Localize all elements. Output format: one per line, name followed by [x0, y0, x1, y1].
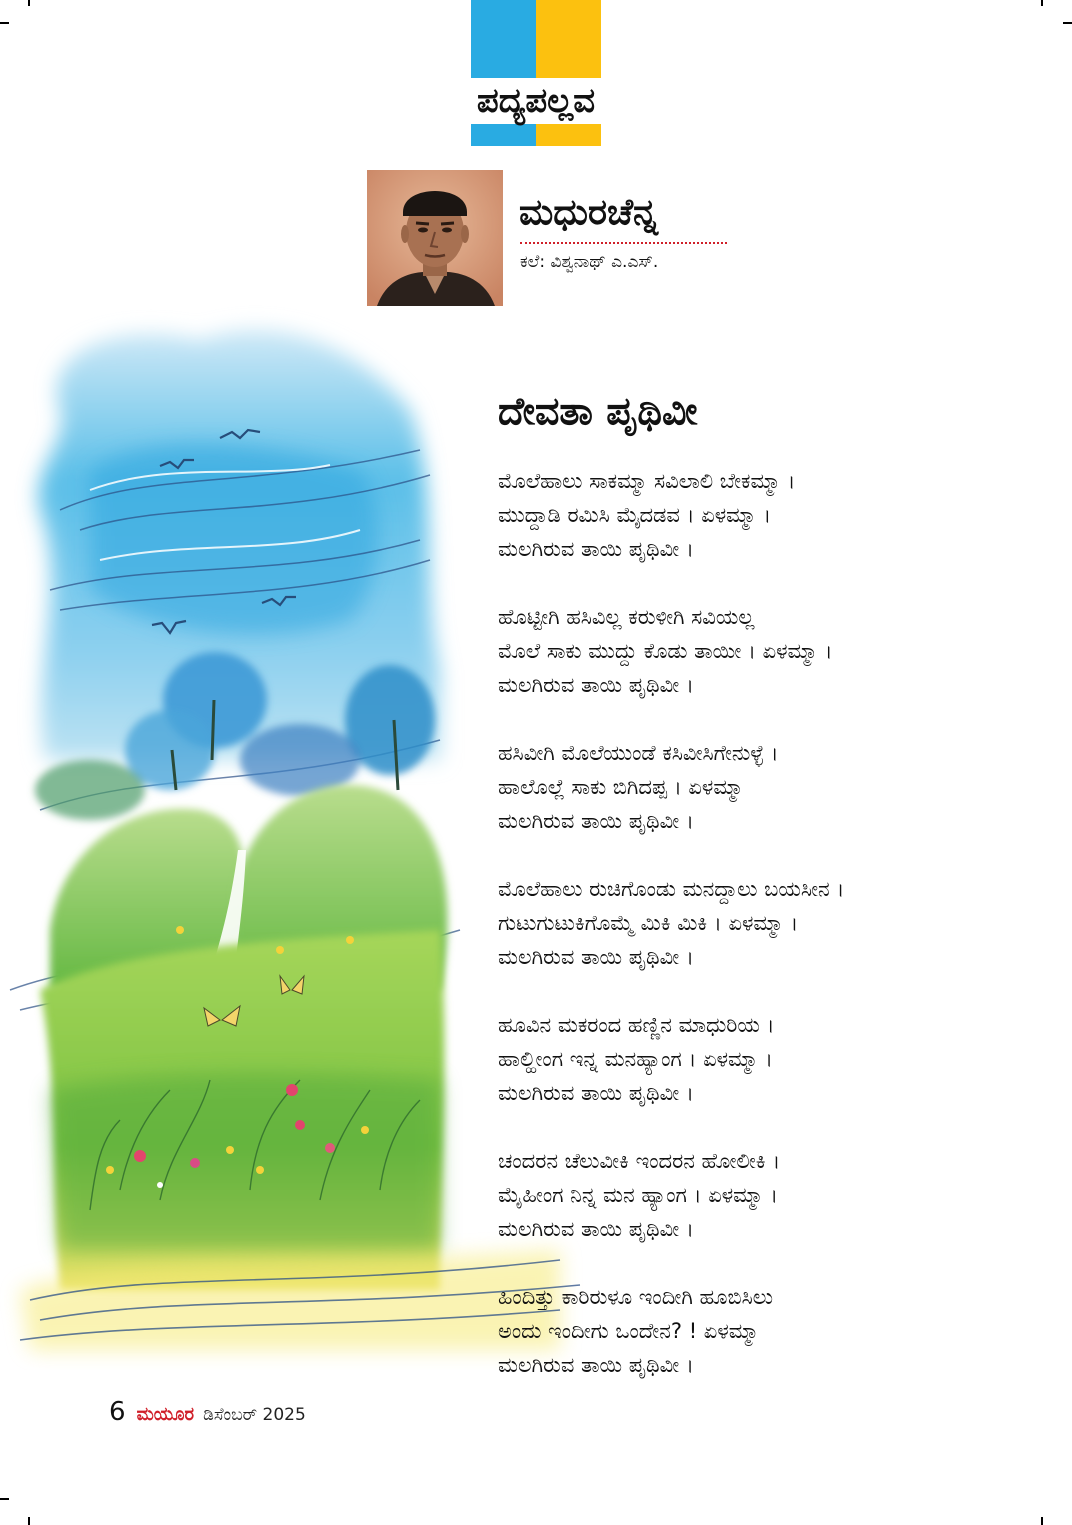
poem-line: ಮೊಲೆ ಸಾಕು ಮುದ್ದು ಕೊಡು ತಾಯೀ । ಏಳಮ್ಮಾ । — [498, 639, 833, 663]
poem-line: ಮಲಗಿರುವ ತಾಯಿ ಪೃಥಿವೀ । — [498, 1217, 694, 1241]
poem-line: ಮಲಗಿರುವ ತಾಯಿ ಪೃಥಿವೀ । — [498, 673, 694, 697]
poem-line: ಮೊಲೆಹಾಲು ರುಚಿಗೊಂಡು ಮನದ್ದಾಲು ಬಯಸೀನ । — [498, 877, 845, 901]
poem-stanza — [498, 600, 1058, 702]
poem-line: ಗುಟುಗುಟುಕಿಗೊಮ್ಮೆ ಮಿಕಿ ಮಿಕಿ । ಏಳಮ್ಮಾ । — [498, 911, 799, 935]
poem-line: ಹೊಟ್ಟೀಗಿ ಹಸಿವಿಲ್ಲ ಕರುಳೀಗಿ ಸವಿಯಲ್ಲ — [498, 605, 755, 629]
poem-line: ಹಾಲ್ಹೀಂಗ ಇನ್ನ ಮನಹ್ಯಾಂಗ । ಏಳಮ್ಮಾ । — [498, 1047, 773, 1071]
crop-mark — [1041, 1517, 1043, 1525]
art-credit: ಕಲೆ: ವಿಶ್ವನಾಥ್ ಎ.ಎಸ್. — [520, 252, 659, 272]
poem-stanza — [498, 1144, 1058, 1246]
poem-line: ಮೊಲೆಹಾಲು ಸಾಕಮ್ಮಾ ಸವಿಲಾಲಿ ಬೇಕಮ್ಮಾ । — [498, 469, 796, 493]
poem-line: ಮಲಗಿರುವ ತಾಯಿ ಪೃಥಿವೀ । — [498, 945, 694, 969]
crop-mark — [1063, 22, 1072, 24]
page-footer — [109, 1394, 306, 1433]
section-title: ಪದ್ಯಪಲ್ಲವ — [476, 81, 596, 121]
poem-stanza — [498, 1280, 1058, 1382]
section-color-block — [536, 0, 601, 78]
author-portrait — [367, 170, 503, 306]
section-color-block — [471, 0, 536, 78]
crop-mark — [28, 0, 30, 6]
author-name: ಮಧುರಚೆನ್ನ — [519, 192, 658, 233]
section-header — [471, 0, 601, 146]
crop-mark — [0, 22, 9, 24]
page-number: 6 — [109, 1397, 126, 1427]
crop-mark — [0, 1498, 9, 1500]
poem-line: ಚಂದರನ ಚೆಲುವೀಕಿ ಇಂದರನ ಹೋಲೀಕಿ । — [498, 1149, 781, 1173]
crop-mark — [28, 1517, 30, 1525]
poem-stanza — [498, 872, 1058, 974]
poem-line: ಹೂವಿನ ಮಕರಂದ ಹಣ್ಣಿನ ಮಾಧುರಿಯ । — [498, 1013, 775, 1037]
poem-stanza — [498, 736, 1058, 838]
poem-line: ಹಿಂದಿತ್ತು ಕಾರಿರುಳೂ ಇಂದೀಗಿ ಹೂಬಿಸಿಲು — [498, 1285, 774, 1309]
poem-line: ಹಾಲೊಲ್ಲೆ ಸಾಕು ಬಿಗಿದಪ್ಪ । ಏಳಮ್ಮಾ — [498, 775, 744, 799]
poem-body — [498, 464, 1058, 1416]
issue-date: ಡಿಸೆಂಬರ್ 2025 — [203, 1405, 306, 1425]
poem-stanza — [498, 1008, 1058, 1110]
poem-line: ಮೈಹೀಂಗ ನಿನ್ನ ಮನ ಹ್ಯಾಂಗ । ಏಳಮ್ಮಾ । — [498, 1183, 779, 1207]
section-color-block — [536, 124, 601, 146]
magazine-name: ಮಯೂರ — [136, 1404, 195, 1425]
section-color-block — [471, 124, 536, 146]
poem-line: ಮಲಗಿರುವ ತಾಯಿ ಪೃಥಿವೀ । — [498, 1081, 694, 1105]
author-divider — [520, 242, 727, 244]
poem-line: ಮುದ್ದಾಡಿ ರಮಿಸಿ ಮೈದಡವ । ಏಳಮ್ಮಾ । — [498, 503, 772, 527]
poem-line: ಮಲಗಿರುವ ತಾಯಿ ಪೃಥಿವೀ । — [498, 1353, 694, 1377]
poem-line: ಅಂದು ಇಂದೀಗು ಒಂದೇನ? ! ಏಳಮ್ಮಾ — [498, 1319, 759, 1343]
poem-line: ಹಸಿವೀಗಿ ಮೊಲೆಯುಂಡೆ ಕಸಿವೀಸಿಗೇನುಳ್ಳೆ । — [498, 741, 779, 765]
poem-stanza — [498, 464, 1058, 566]
poem-title: ದೇವತಾ ಪೃಥಿವೀ — [498, 389, 698, 433]
portrait-image — [367, 170, 503, 306]
poem-line: ಮಲಗಿರುವ ತಾಯಿ ಪೃಥಿವೀ । — [498, 537, 694, 561]
crop-mark — [1041, 0, 1043, 6]
poem-line: ಮಲಗಿರುವ ತಾಯಿ ಪೃಥಿವೀ । — [498, 809, 694, 833]
